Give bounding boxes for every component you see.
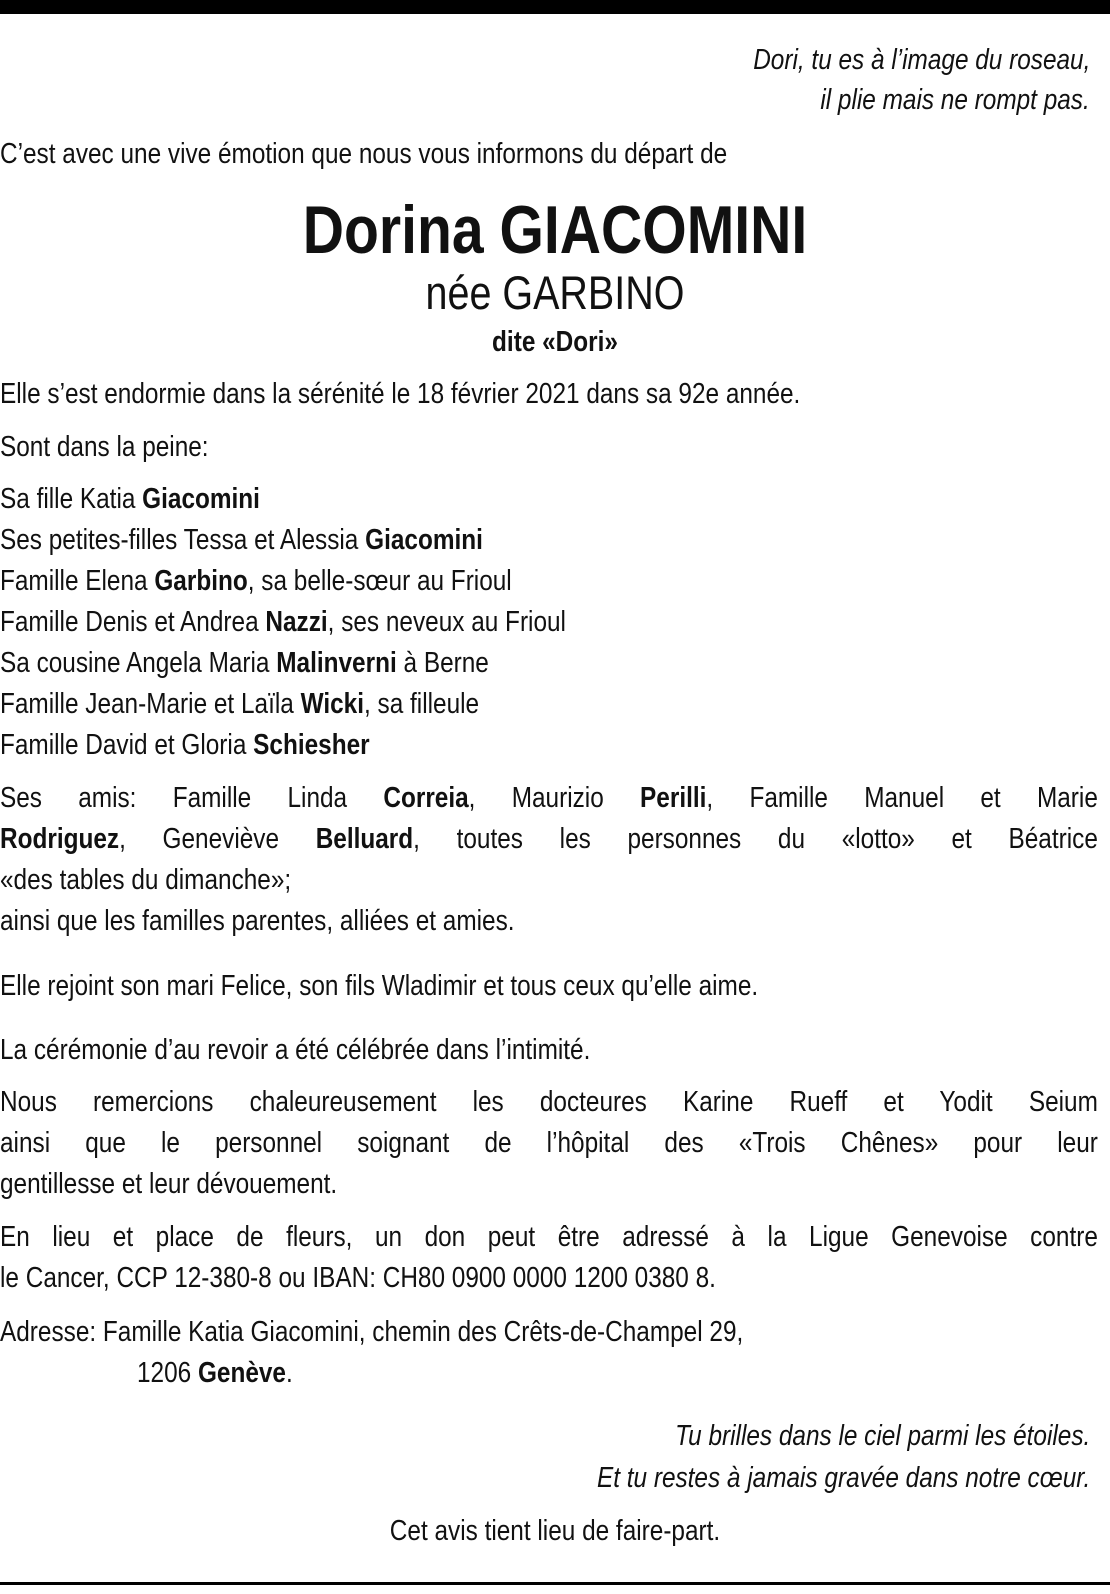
family-line: Sa cousine Angela Maria Malinverni à Berne bbox=[0, 647, 489, 679]
top-border bbox=[0, 0, 1110, 14]
friends-line-2: Rodriguez, Geneviève Belluard, toutes les personnes du «lotto» et Béatrice bbox=[0, 823, 1098, 855]
family-line: Ses petites-filles Tessa et Alessia Giacomini bbox=[0, 524, 483, 556]
quote-top-line-2: il plie mais ne rompt pas. bbox=[820, 84, 1090, 116]
quote-bottom-line-1: Tu brilles dans le ciel parmi les étoiles. bbox=[674, 1420, 1090, 1452]
ceremony-text: La cérémonie d’au revoir a été célébrée dans l’intimité. bbox=[0, 1034, 591, 1066]
address-label: Adresse: bbox=[0, 1316, 103, 1348]
closing-text: Cet avis tient lieu de faire-part. bbox=[389, 1515, 721, 1547]
family-line: Famille Denis et Andrea Nazzi, ses neveux au Frioul bbox=[0, 606, 566, 638]
thanks-line-2: ainsi que le personnel soignant de l’hôpital des «Trois Chênes» pour leur bbox=[0, 1127, 1098, 1159]
quote-bottom-line-2: Et tu restes à jamais gravée dans notre cœur. bbox=[596, 1462, 1090, 1494]
bottom-border bbox=[0, 1582, 1110, 1585]
friends-line-3: «des tables du dimanche»; bbox=[0, 864, 292, 896]
family-line: Famille Elena Garbino, sa belle-sœur au Frioul bbox=[0, 565, 512, 597]
intro-text: C’est avec une vive émotion que nous vous informons du départ de bbox=[0, 138, 728, 170]
thanks-line-1: Nous remercions chaleureusement les docteures Karine Rueff et Yodit Seium bbox=[0, 1086, 1098, 1118]
donation-line-1: En lieu et place de fleurs, un don peut être adressé à la Ligue Genevoise contre bbox=[0, 1221, 1098, 1253]
rejoins-text: Elle rejoint son mari Felice, son fils Wladimir et tous ceux qu’elle aime. bbox=[0, 970, 759, 1002]
passing-text: Elle s’est endormie dans la sérénité le 18 février 2021 dans sa 92e année. bbox=[0, 378, 801, 410]
friends-line-4: ainsi que les familles parentes, alliées et amies. bbox=[0, 905, 515, 937]
maiden-name: née GARBINO bbox=[425, 266, 685, 319]
address-line-1: Adresse: Famille Katia Giacomini, chemin des Crêts-de-Champel 29, bbox=[0, 1316, 744, 1348]
quote-top-line-1: Dori, tu es à l’image du roseau, bbox=[752, 44, 1090, 76]
thanks-line-3: gentillesse et leur dévouement. bbox=[0, 1168, 338, 1200]
donation-line-2: le Cancer, CCP 12-380-8 ou IBAN: CH80 0900 0000 1200 0380 8. bbox=[0, 1262, 716, 1294]
deceased-name: Dorina GIACOMINI bbox=[302, 192, 808, 268]
address-line-2: 1206 Genève. bbox=[137, 1357, 293, 1389]
family-line: Sa fille Katia Giacomini bbox=[0, 483, 260, 515]
family-line: Famille David et Gloria Schiesher bbox=[0, 729, 370, 761]
friends-line-1: Ses amis: Famille Linda Correia, Maurizio Perilli, Famille Manuel et Marie bbox=[0, 782, 1098, 814]
nickname: dite «Dori» bbox=[492, 326, 618, 358]
family-line: Famille Jean-Marie et Laïla Wicki, sa filleule bbox=[0, 688, 480, 720]
grief-heading: Sont dans la peine: bbox=[0, 431, 209, 463]
